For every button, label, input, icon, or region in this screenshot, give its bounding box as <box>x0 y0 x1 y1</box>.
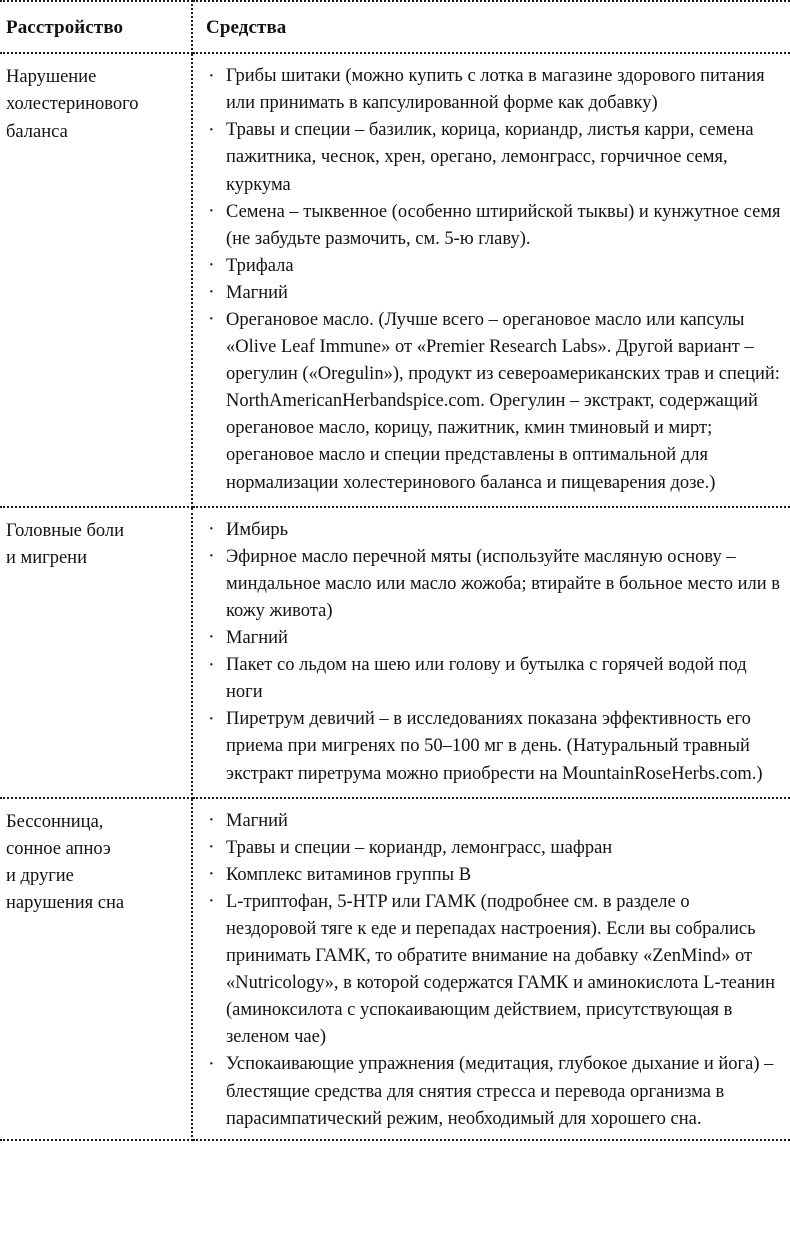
cell-remedies <box>192 798 790 1140</box>
list-item: · Грибы шитаки (можно купить с лотка в магазине здорового питания или принимать в капсулированной форме как добавку) <box>206 63 784 117</box>
disorder-line: сонное апноэ <box>6 838 111 859</box>
disorder-line: холестеринового <box>6 94 139 115</box>
disorder-line: нарушения сна <box>6 893 125 914</box>
disorder-line: Головные боли <box>6 520 125 541</box>
list-item: · Магний <box>206 625 784 652</box>
list-item: · Имбирь <box>206 517 784 544</box>
column-header-remedies: Средства <box>192 1 790 53</box>
list-item: · Магний <box>206 808 784 835</box>
list-item: · Травы и специи – кориандр, лемонграсс, шафран <box>206 835 784 862</box>
disorder-line: и другие <box>6 865 74 886</box>
list-item: · L-триптофан, 5-HTP или ГАМК (подробнее см. в разделе о нездоровой тяге к еде и перепадах настроения). Если вы собрались принимать ГАМК, то обратите внимание на добавку «ZenMind» от «Nutricology», в которой содержатся ГАМК и аминокислота L-теанин (аминоксилота с успокаивающим действием, присутствующая в зеленом чае) <box>206 889 784 1052</box>
list-item: · Трифала <box>206 253 784 280</box>
list-item: · Орегановое масло. (Лучше всего – орегановое масло или капсулы «Olive Leaf Immune» от «Premier Research Labs». Другой вариант – орегулин («Oregulin»), продукт из североамериканских трав и специй: NorthAmericanHerbandspice.com. Орегулин – экстракт, содержащий орегановое масло, корицу, пажитник, кмин тминовый и мирт; орегановое масло и специи представлены в оптимальной для нормализации холестеринового баланса и пищеварения дозе.) <box>206 307 784 497</box>
disorder-line: Нарушение <box>6 67 97 88</box>
table-row <box>0 53 790 507</box>
list-item: · Травы и специи – базилик, корица, кориандр, листья карри, семена пажитника, чеснок, хрен, орегано, лемонграсс, горчичное семя, куркума <box>206 117 784 198</box>
list-item: · Комплекс витаминов группы В <box>206 862 784 889</box>
table-body <box>0 53 790 1140</box>
cell-disorder <box>0 798 192 1140</box>
cell-remedies <box>192 53 790 507</box>
table-row <box>0 507 790 798</box>
disorder-line: Бессонница, <box>6 811 104 832</box>
table-header <box>0 1 790 53</box>
table-row <box>0 798 790 1140</box>
remedy-list <box>206 517 784 788</box>
remedy-list <box>206 808 784 1133</box>
disorder-line: баланса <box>6 121 68 142</box>
list-item: · Пакет со льдом на шею или голову и бутылка с горячей водой под ноги <box>206 652 784 706</box>
list-item: · Успокаивающие упражнения (медитация, глубокое дыхание и йога) – блестящие средства для снятия стресса и перевода организма в парасимпатический режим, необходимый для хорошего сна. <box>206 1051 784 1132</box>
cell-remedies <box>192 507 790 798</box>
disorder-line: и мигрени <box>6 547 87 568</box>
list-item: · Пиретрум девичий – в исследованиях показана эффективность его приема при мигренях по 50–100 мг в день. (Натуральный травный экстракт пиретрума можно приобрести на MountainRoseHerbs.com.) <box>206 706 784 787</box>
cell-disorder <box>0 53 192 507</box>
cell-disorder <box>0 507 192 798</box>
list-item: · Семена – тыквенное (особенно штирийской тыквы) и кунжутное семя (не забудьте размочить, см. 5-ю главу). <box>206 199 784 253</box>
list-item: · Магний <box>206 280 784 307</box>
column-header-disorder: Расстройство <box>0 1 192 53</box>
remedy-list <box>206 63 784 497</box>
table-header-row <box>0 1 790 53</box>
list-item: · Эфирное масло перечной мяты (используйте масляную основу – миндальное масло или масло жожоба; втирайте в больное место или в кожу живота) <box>206 544 784 625</box>
